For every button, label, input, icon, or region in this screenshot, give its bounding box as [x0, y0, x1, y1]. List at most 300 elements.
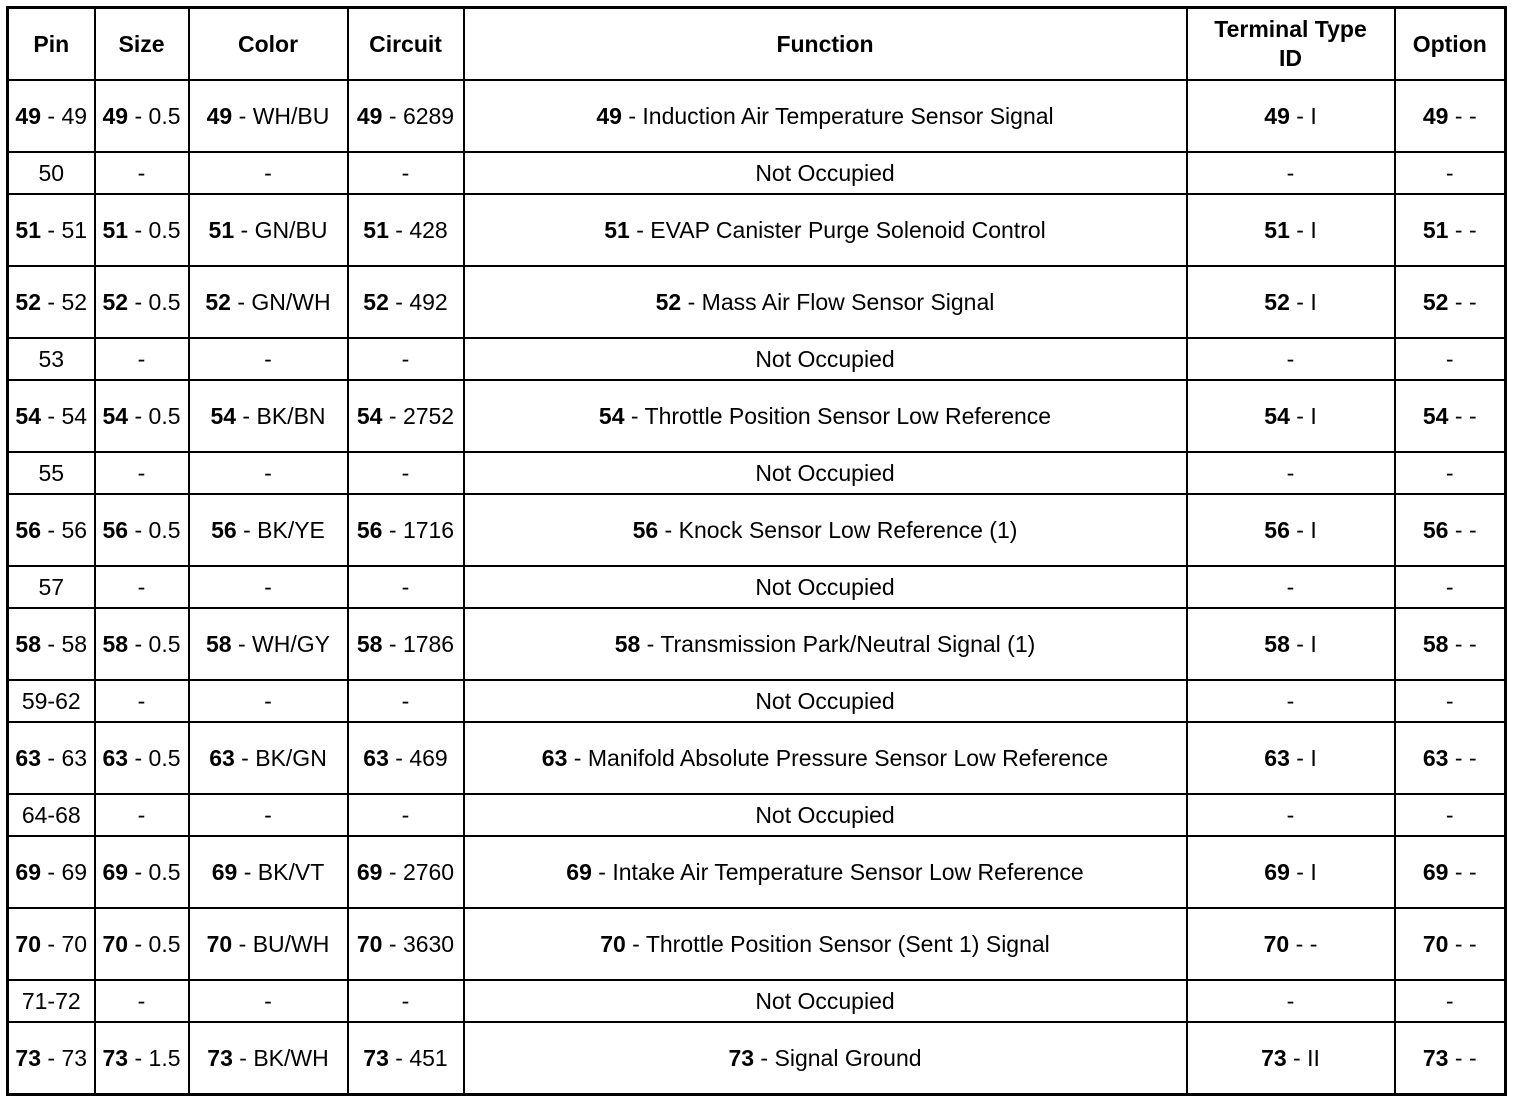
cell-color: [189, 80, 348, 152]
pin-prefix: 58: [15, 631, 42, 657]
separator: -: [128, 931, 149, 957]
separator: -: [1448, 931, 1469, 957]
cell-value: 2752: [402, 403, 455, 429]
cell-color: -: [189, 980, 348, 1022]
cell-option: [1395, 608, 1506, 680]
table-row: [8, 836, 1506, 908]
table-row: [8, 908, 1506, 980]
pin-prefix: 56: [15, 517, 42, 543]
cell-circuit: [348, 266, 464, 338]
cell-value: I: [1310, 289, 1317, 315]
pin-prefix: 52: [363, 289, 389, 315]
pin-prefix: 69: [1264, 859, 1290, 885]
separator: -: [232, 103, 253, 129]
cell-color: -: [189, 152, 348, 194]
cell-value: 6289: [402, 103, 455, 129]
table-row: [8, 980, 1506, 1022]
table-row: [8, 338, 1506, 380]
cell-terminal: [1187, 380, 1395, 452]
cell-value: I: [1310, 745, 1317, 771]
cell-value: -: [1468, 289, 1477, 315]
cell-pin: [8, 266, 95, 338]
separator: -: [382, 517, 403, 543]
cell-terminal: -: [1187, 566, 1395, 608]
pin-prefix: 73: [363, 1045, 389, 1071]
cell-terminal: [1187, 908, 1395, 980]
separator: -: [1448, 289, 1469, 315]
cell-value: Throttle Position Sensor (Sent 1) Signal: [645, 931, 1050, 957]
cell-function: [464, 722, 1187, 794]
separator: -: [1448, 745, 1469, 771]
cell-function: Not Occupied: [464, 794, 1187, 836]
pin-prefix: 51: [102, 217, 129, 243]
separator: -: [625, 931, 646, 957]
pin-prefix: 49: [356, 103, 383, 129]
separator: -: [1448, 217, 1469, 243]
separator: -: [236, 403, 257, 429]
cell-circuit: [348, 608, 464, 680]
cell-value: 1.5: [148, 1045, 181, 1071]
separator: -: [232, 1045, 254, 1071]
cell-color: [189, 194, 348, 266]
cell-pin: 50: [8, 152, 95, 194]
pin-prefix: 49: [1264, 103, 1290, 129]
cell-function: Not Occupied: [464, 338, 1187, 380]
separator: -: [41, 217, 62, 243]
cell-size: [95, 722, 189, 794]
cell-circuit: -: [348, 452, 464, 494]
cell-value: -: [1468, 931, 1477, 957]
separator: -: [621, 103, 643, 129]
separator: -: [236, 517, 258, 543]
cell-color: [189, 908, 348, 980]
cell-value: 1786: [402, 631, 455, 657]
cell-pin: [8, 494, 95, 566]
cell-value: II: [1307, 1045, 1320, 1071]
cell-size: [95, 908, 189, 980]
pin-prefix: 49: [206, 103, 233, 129]
table-row: [8, 608, 1506, 680]
separator: -: [388, 289, 410, 315]
pin-prefix: 73: [1261, 1045, 1287, 1071]
cell-value: WH/BU: [252, 103, 330, 129]
cell-value: 70: [61, 931, 88, 957]
pin-prefix: 52: [205, 289, 231, 315]
separator: -: [1289, 931, 1310, 957]
cell-color: -: [189, 680, 348, 722]
separator: -: [1289, 517, 1311, 543]
pinout-table: [6, 6, 1507, 1096]
separator: -: [41, 103, 62, 129]
cell-circuit: -: [348, 152, 464, 194]
header-terminal-type-id: Terminal Type ID: [1187, 8, 1395, 81]
cell-option: [1395, 836, 1506, 908]
pin-prefix: 69: [356, 859, 383, 885]
separator: -: [231, 631, 253, 657]
cell-circuit: [348, 836, 464, 908]
pin-prefix: 70: [15, 931, 42, 957]
cell-option: [1395, 194, 1506, 266]
pin-prefix: 52: [1264, 289, 1290, 315]
cell-value: -: [1309, 931, 1318, 957]
cell-size: -: [95, 152, 189, 194]
cell-value: GN/BU: [254, 217, 328, 243]
cell-pin: [8, 908, 95, 980]
cell-circuit: -: [348, 338, 464, 380]
separator: -: [1448, 103, 1469, 129]
separator: -: [388, 1045, 410, 1071]
cell-function: Not Occupied: [464, 152, 1187, 194]
header-pin: Pin: [8, 8, 95, 81]
cell-value: BK/GN: [255, 745, 327, 771]
pin-prefix: 70: [1422, 931, 1449, 957]
pin-prefix: 52: [1422, 289, 1449, 315]
cell-value: Throttle Position Sensor Low Reference: [644, 403, 1052, 429]
separator: -: [230, 289, 252, 315]
pin-prefix: 73: [102, 1045, 129, 1071]
cell-option: -: [1395, 680, 1506, 722]
pin-prefix: 51: [363, 217, 389, 243]
cell-pin: [8, 608, 95, 680]
cell-function: [464, 266, 1187, 338]
separator: -: [234, 745, 256, 771]
header-circuit: Circuit: [348, 8, 464, 81]
table-row: [8, 452, 1506, 494]
cell-value: I: [1310, 217, 1317, 243]
separator: -: [128, 1045, 149, 1071]
cell-value: Induction Air Temperature Sensor Signal: [642, 103, 1054, 129]
cell-function: Not Occupied: [464, 452, 1187, 494]
cell-value: I: [1310, 103, 1317, 129]
cell-function: [464, 80, 1187, 152]
pin-prefix: 58: [356, 631, 383, 657]
cell-size: [95, 608, 189, 680]
separator: -: [1289, 403, 1311, 429]
pin-prefix: 49: [102, 103, 129, 129]
separator: -: [754, 1045, 775, 1071]
cell-function: Not Occupied: [464, 680, 1187, 722]
table-row: [8, 266, 1506, 338]
separator: -: [1289, 745, 1311, 771]
pin-prefix: 58: [102, 631, 129, 657]
cell-color: [189, 608, 348, 680]
pin-prefix: 56: [211, 517, 237, 543]
pin-prefix: 51: [208, 217, 235, 243]
separator: -: [681, 289, 702, 315]
table-row: [8, 194, 1506, 266]
separator: -: [1289, 103, 1311, 129]
pin-prefix: 70: [206, 931, 233, 957]
cell-size: -: [95, 452, 189, 494]
cell-pin: 59-62: [8, 680, 95, 722]
pin-prefix: 63: [541, 745, 568, 771]
separator: -: [624, 403, 645, 429]
cell-value: GN/WH: [251, 289, 331, 315]
pin-prefix: 54: [15, 403, 42, 429]
pin-prefix: 63: [102, 745, 129, 771]
cell-terminal: -: [1187, 680, 1395, 722]
cell-option: -: [1395, 566, 1506, 608]
cell-value: 3630: [402, 931, 455, 957]
cell-color: [189, 722, 348, 794]
cell-size: -: [95, 566, 189, 608]
cell-value: I: [1310, 631, 1317, 657]
pin-prefix: 51: [604, 217, 630, 243]
pin-prefix: 49: [15, 103, 42, 129]
separator: -: [1448, 403, 1469, 429]
cell-value: 0.5: [148, 217, 181, 243]
table-row: [8, 1022, 1506, 1095]
header-option: Option: [1395, 8, 1506, 81]
cell-value: -: [1468, 517, 1477, 543]
cell-terminal: -: [1187, 794, 1395, 836]
pin-prefix: 63: [1264, 745, 1290, 771]
cell-value: BU/WH: [252, 931, 330, 957]
pin-prefix: 54: [102, 403, 129, 429]
cell-size: [95, 380, 189, 452]
pin-prefix: 58: [614, 631, 641, 657]
cell-value: 0.5: [148, 859, 181, 885]
cell-terminal: -: [1187, 338, 1395, 380]
cell-option: -: [1395, 452, 1506, 494]
pin-prefix: 51: [1264, 217, 1290, 243]
cell-terminal: [1187, 266, 1395, 338]
pin-prefix: 56: [632, 517, 659, 543]
separator: -: [128, 745, 149, 771]
cell-option: [1395, 1022, 1506, 1095]
cell-terminal: -: [1187, 152, 1395, 194]
cell-terminal: [1187, 722, 1395, 794]
cell-value: 1716: [402, 517, 455, 543]
pin-prefix: 63: [209, 745, 235, 771]
cell-function: Not Occupied: [464, 980, 1187, 1022]
cell-function: Not Occupied: [464, 566, 1187, 608]
separator: -: [567, 745, 588, 771]
table-row: [8, 680, 1506, 722]
cell-value: 428: [409, 217, 448, 243]
separator: -: [382, 403, 403, 429]
table-body: [8, 80, 1506, 1095]
separator: -: [128, 631, 149, 657]
cell-value: -: [1468, 403, 1477, 429]
cell-value: -: [1468, 103, 1477, 129]
cell-size: [95, 266, 189, 338]
header-function: Function: [464, 8, 1187, 81]
cell-value: WH/GY: [252, 631, 330, 657]
separator: -: [382, 859, 403, 885]
cell-option: -: [1395, 152, 1506, 194]
separator: -: [1289, 289, 1311, 315]
pin-prefix: 63: [363, 745, 389, 771]
cell-pin: [8, 380, 95, 452]
separator: -: [1448, 631, 1469, 657]
table-row: [8, 152, 1506, 194]
cell-value: -: [1468, 859, 1477, 885]
cell-size: -: [95, 794, 189, 836]
table-row: [8, 380, 1506, 452]
cell-value: 492: [409, 289, 448, 315]
cell-color: [189, 266, 348, 338]
cell-color: -: [189, 338, 348, 380]
cell-function: [464, 1022, 1187, 1095]
pin-prefix: 69: [102, 859, 129, 885]
separator: -: [128, 217, 149, 243]
cell-color: [189, 380, 348, 452]
cell-value: Knock Sensor Low Reference (1): [678, 517, 1018, 543]
pin-prefix: 58: [1422, 631, 1449, 657]
separator: -: [591, 859, 613, 885]
cell-option: [1395, 266, 1506, 338]
pin-prefix: 63: [15, 745, 42, 771]
pin-prefix: 56: [1264, 517, 1290, 543]
cell-pin: 64-68: [8, 794, 95, 836]
pin-prefix: 56: [1422, 517, 1449, 543]
cell-option: [1395, 908, 1506, 980]
header-size: Size: [95, 8, 189, 81]
cell-terminal: [1187, 608, 1395, 680]
separator: -: [1448, 517, 1469, 543]
cell-terminal: -: [1187, 452, 1395, 494]
cell-value: BK/WH: [253, 1045, 329, 1071]
separator: -: [1289, 217, 1311, 243]
cell-value: -: [1468, 217, 1477, 243]
cell-value: 0.5: [148, 631, 181, 657]
cell-value: 2760: [402, 859, 455, 885]
cell-function: [464, 380, 1187, 452]
cell-option: [1395, 380, 1506, 452]
pin-prefix: 70: [102, 931, 129, 957]
cell-value: BK/YE: [257, 517, 325, 543]
cell-circuit: -: [348, 794, 464, 836]
pin-prefix: 51: [1422, 217, 1449, 243]
pin-prefix: 73: [728, 1045, 755, 1071]
cell-value: 0.5: [148, 931, 181, 957]
cell-size: [95, 494, 189, 566]
separator: -: [41, 859, 62, 885]
cell-circuit: [348, 494, 464, 566]
cell-option: -: [1395, 794, 1506, 836]
separator: -: [1289, 859, 1311, 885]
separator: -: [41, 745, 62, 771]
cell-pin: [8, 836, 95, 908]
cell-value: 49: [61, 103, 88, 129]
cell-value: 69: [61, 859, 88, 885]
cell-value: -: [1468, 631, 1477, 657]
separator: -: [237, 859, 258, 885]
pin-prefix: 70: [600, 931, 626, 957]
cell-circuit: [348, 1022, 464, 1095]
cell-circuit: [348, 722, 464, 794]
cell-value: I: [1310, 859, 1317, 885]
separator: -: [128, 289, 149, 315]
cell-pin: [8, 1022, 95, 1095]
pin-prefix: 73: [1422, 1045, 1449, 1071]
pin-prefix: 69: [15, 859, 42, 885]
cell-function: [464, 836, 1187, 908]
cell-value: Intake Air Temperature Sensor Low Reference: [612, 859, 1084, 885]
cell-value: 73: [61, 1045, 88, 1071]
separator: -: [41, 631, 62, 657]
cell-pin: 55: [8, 452, 95, 494]
table-row: [8, 722, 1506, 794]
separator: -: [41, 931, 62, 957]
table-header-row: [8, 8, 1506, 81]
cell-option: [1395, 722, 1506, 794]
cell-circuit: [348, 80, 464, 152]
pin-prefix: 52: [102, 289, 129, 315]
cell-size: -: [95, 338, 189, 380]
cell-terminal: -: [1187, 980, 1395, 1022]
cell-value: 51: [61, 217, 88, 243]
cell-size: -: [95, 980, 189, 1022]
cell-terminal: [1187, 494, 1395, 566]
cell-size: [95, 80, 189, 152]
cell-terminal: [1187, 80, 1395, 152]
separator: -: [41, 517, 62, 543]
separator: -: [1289, 631, 1311, 657]
cell-function: [464, 494, 1187, 566]
separator: -: [629, 217, 651, 243]
table-row: [8, 794, 1506, 836]
cell-function: [464, 908, 1187, 980]
cell-pin: [8, 194, 95, 266]
pin-prefix: 52: [655, 289, 682, 315]
separator: -: [382, 631, 403, 657]
cell-color: [189, 836, 348, 908]
separator: -: [41, 289, 62, 315]
separator: -: [128, 517, 149, 543]
cell-value: Transmission Park/Neutral Signal (1): [660, 631, 1036, 657]
pin-prefix: 58: [206, 631, 232, 657]
pin-prefix: 58: [1264, 631, 1290, 657]
separator: -: [388, 217, 410, 243]
cell-option: [1395, 494, 1506, 566]
cell-circuit: -: [348, 566, 464, 608]
cell-pin: 53: [8, 338, 95, 380]
cell-terminal: [1187, 194, 1395, 266]
cell-option: -: [1395, 338, 1506, 380]
pin-prefix: 56: [102, 517, 129, 543]
cell-value: 0.5: [148, 289, 181, 315]
cell-value: 52: [61, 289, 88, 315]
cell-pin: 57: [8, 566, 95, 608]
pin-prefix: 54: [356, 403, 383, 429]
table-row: [8, 494, 1506, 566]
separator: -: [1448, 1045, 1469, 1071]
cell-option: [1395, 80, 1506, 152]
cell-value: I: [1310, 403, 1317, 429]
separator: -: [1286, 1045, 1308, 1071]
cell-size: [95, 1022, 189, 1095]
cell-value: Signal Ground: [774, 1045, 922, 1071]
pin-prefix: 73: [15, 1045, 42, 1071]
cell-color: [189, 1022, 348, 1095]
cell-function: [464, 194, 1187, 266]
pin-prefix: 69: [566, 859, 592, 885]
pin-prefix: 70: [1263, 931, 1290, 957]
pin-prefix: 51: [15, 217, 42, 243]
separator: -: [128, 403, 149, 429]
pin-prefix: 69: [1422, 859, 1449, 885]
cell-value: EVAP Canister Purge Solenoid Control: [650, 217, 1046, 243]
separator: -: [640, 631, 661, 657]
cell-value: BK/BN: [256, 403, 326, 429]
cell-value: 58: [61, 631, 88, 657]
cell-value: 54: [61, 403, 88, 429]
cell-value: I: [1310, 517, 1317, 543]
separator: -: [232, 931, 253, 957]
cell-size: [95, 194, 189, 266]
